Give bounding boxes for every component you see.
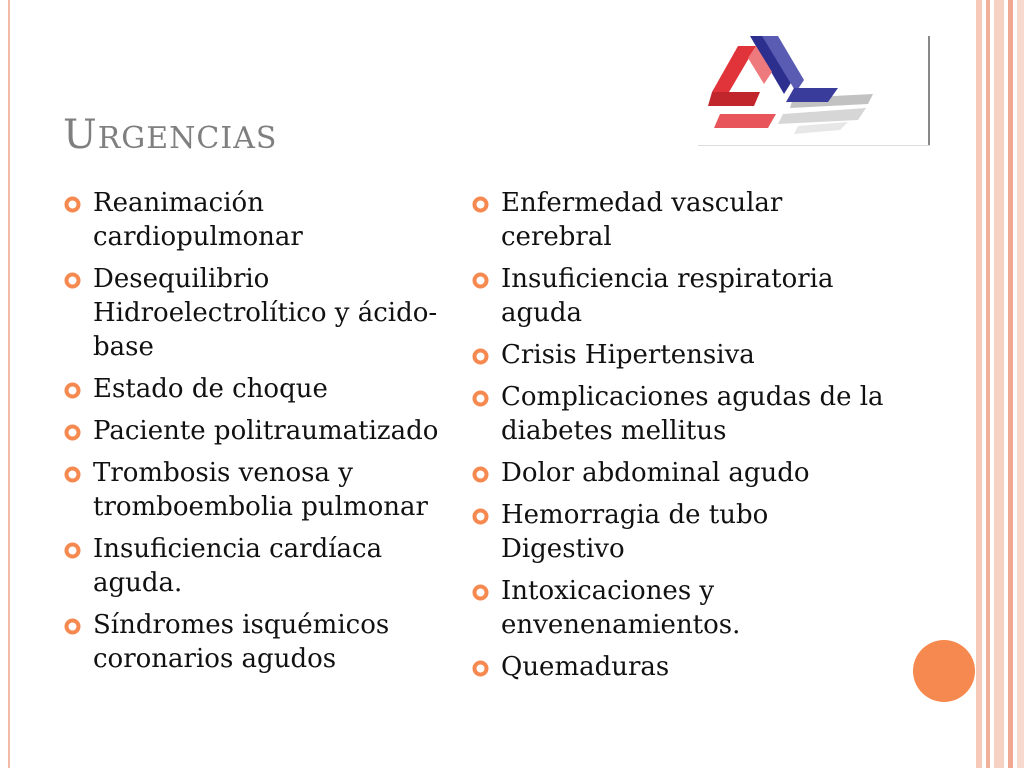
orange-ring-bullet-icon — [472, 348, 489, 365]
orange-ring-bullet-icon — [64, 618, 81, 635]
orange-ring-bullet-icon — [64, 424, 81, 441]
orange-ring-bullet-icon — [64, 542, 81, 559]
orange-ring-bullet-icon — [64, 196, 81, 213]
logo-divider-horizontal — [698, 145, 930, 146]
orange-ring-bullet-icon — [472, 584, 489, 601]
right-bullet-list — [472, 186, 892, 692]
orange-ring-bullet-icon — [472, 196, 489, 213]
left-bullet-list — [64, 186, 464, 684]
list-item: Enfermedad vascular cerebral — [472, 186, 892, 254]
list-item: Crisis Hipertensiva — [472, 338, 892, 372]
list-item: Síndromes isquémicos coronarios agudos — [64, 608, 464, 676]
slide-title: URGENCIAS — [63, 112, 278, 158]
list-item: Intoxicaciones y envenenamientos. — [472, 574, 892, 642]
list-item: Hemorragia de tubo Digestivo — [472, 498, 892, 566]
list-item: Trombosis venosa y tromboembolia pulmonar — [64, 456, 464, 524]
orange-ring-bullet-icon — [472, 466, 489, 483]
orange-ring-bullet-icon — [64, 466, 81, 483]
list-item: Dolor abdominal agudo — [472, 456, 892, 490]
orange-ring-bullet-icon — [472, 272, 489, 289]
right-decorative-stripes — [976, 0, 1024, 768]
orange-ring-bullet-icon — [64, 272, 81, 289]
orange-ring-bullet-icon — [472, 390, 489, 407]
list-item: Insuficiencia respiratoria aguda — [472, 262, 892, 330]
institution-logo — [698, 36, 930, 146]
list-item: Quemaduras — [472, 650, 892, 684]
list-item: Complicaciones agudas de la diabetes mellitus — [472, 380, 892, 448]
orange-ring-bullet-icon — [64, 382, 81, 399]
list-item: Reanimación cardiopulmonar — [64, 186, 464, 254]
list-item: Desequilibrio Hidroelectrolítico y ácido-base — [64, 262, 464, 364]
triangle-arrows-logo — [698, 36, 926, 146]
left-border-rule — [8, 0, 10, 768]
orange-ring-bullet-icon — [472, 660, 489, 677]
list-item: Paciente politraumatizado — [64, 414, 464, 448]
logo-divider-vertical — [928, 36, 930, 146]
list-item: Estado de choque — [64, 372, 464, 406]
orange-ring-bullet-icon — [472, 508, 489, 525]
orange-circle — [913, 640, 975, 702]
list-item: Insuficiencia cardíaca aguda. — [64, 532, 464, 600]
